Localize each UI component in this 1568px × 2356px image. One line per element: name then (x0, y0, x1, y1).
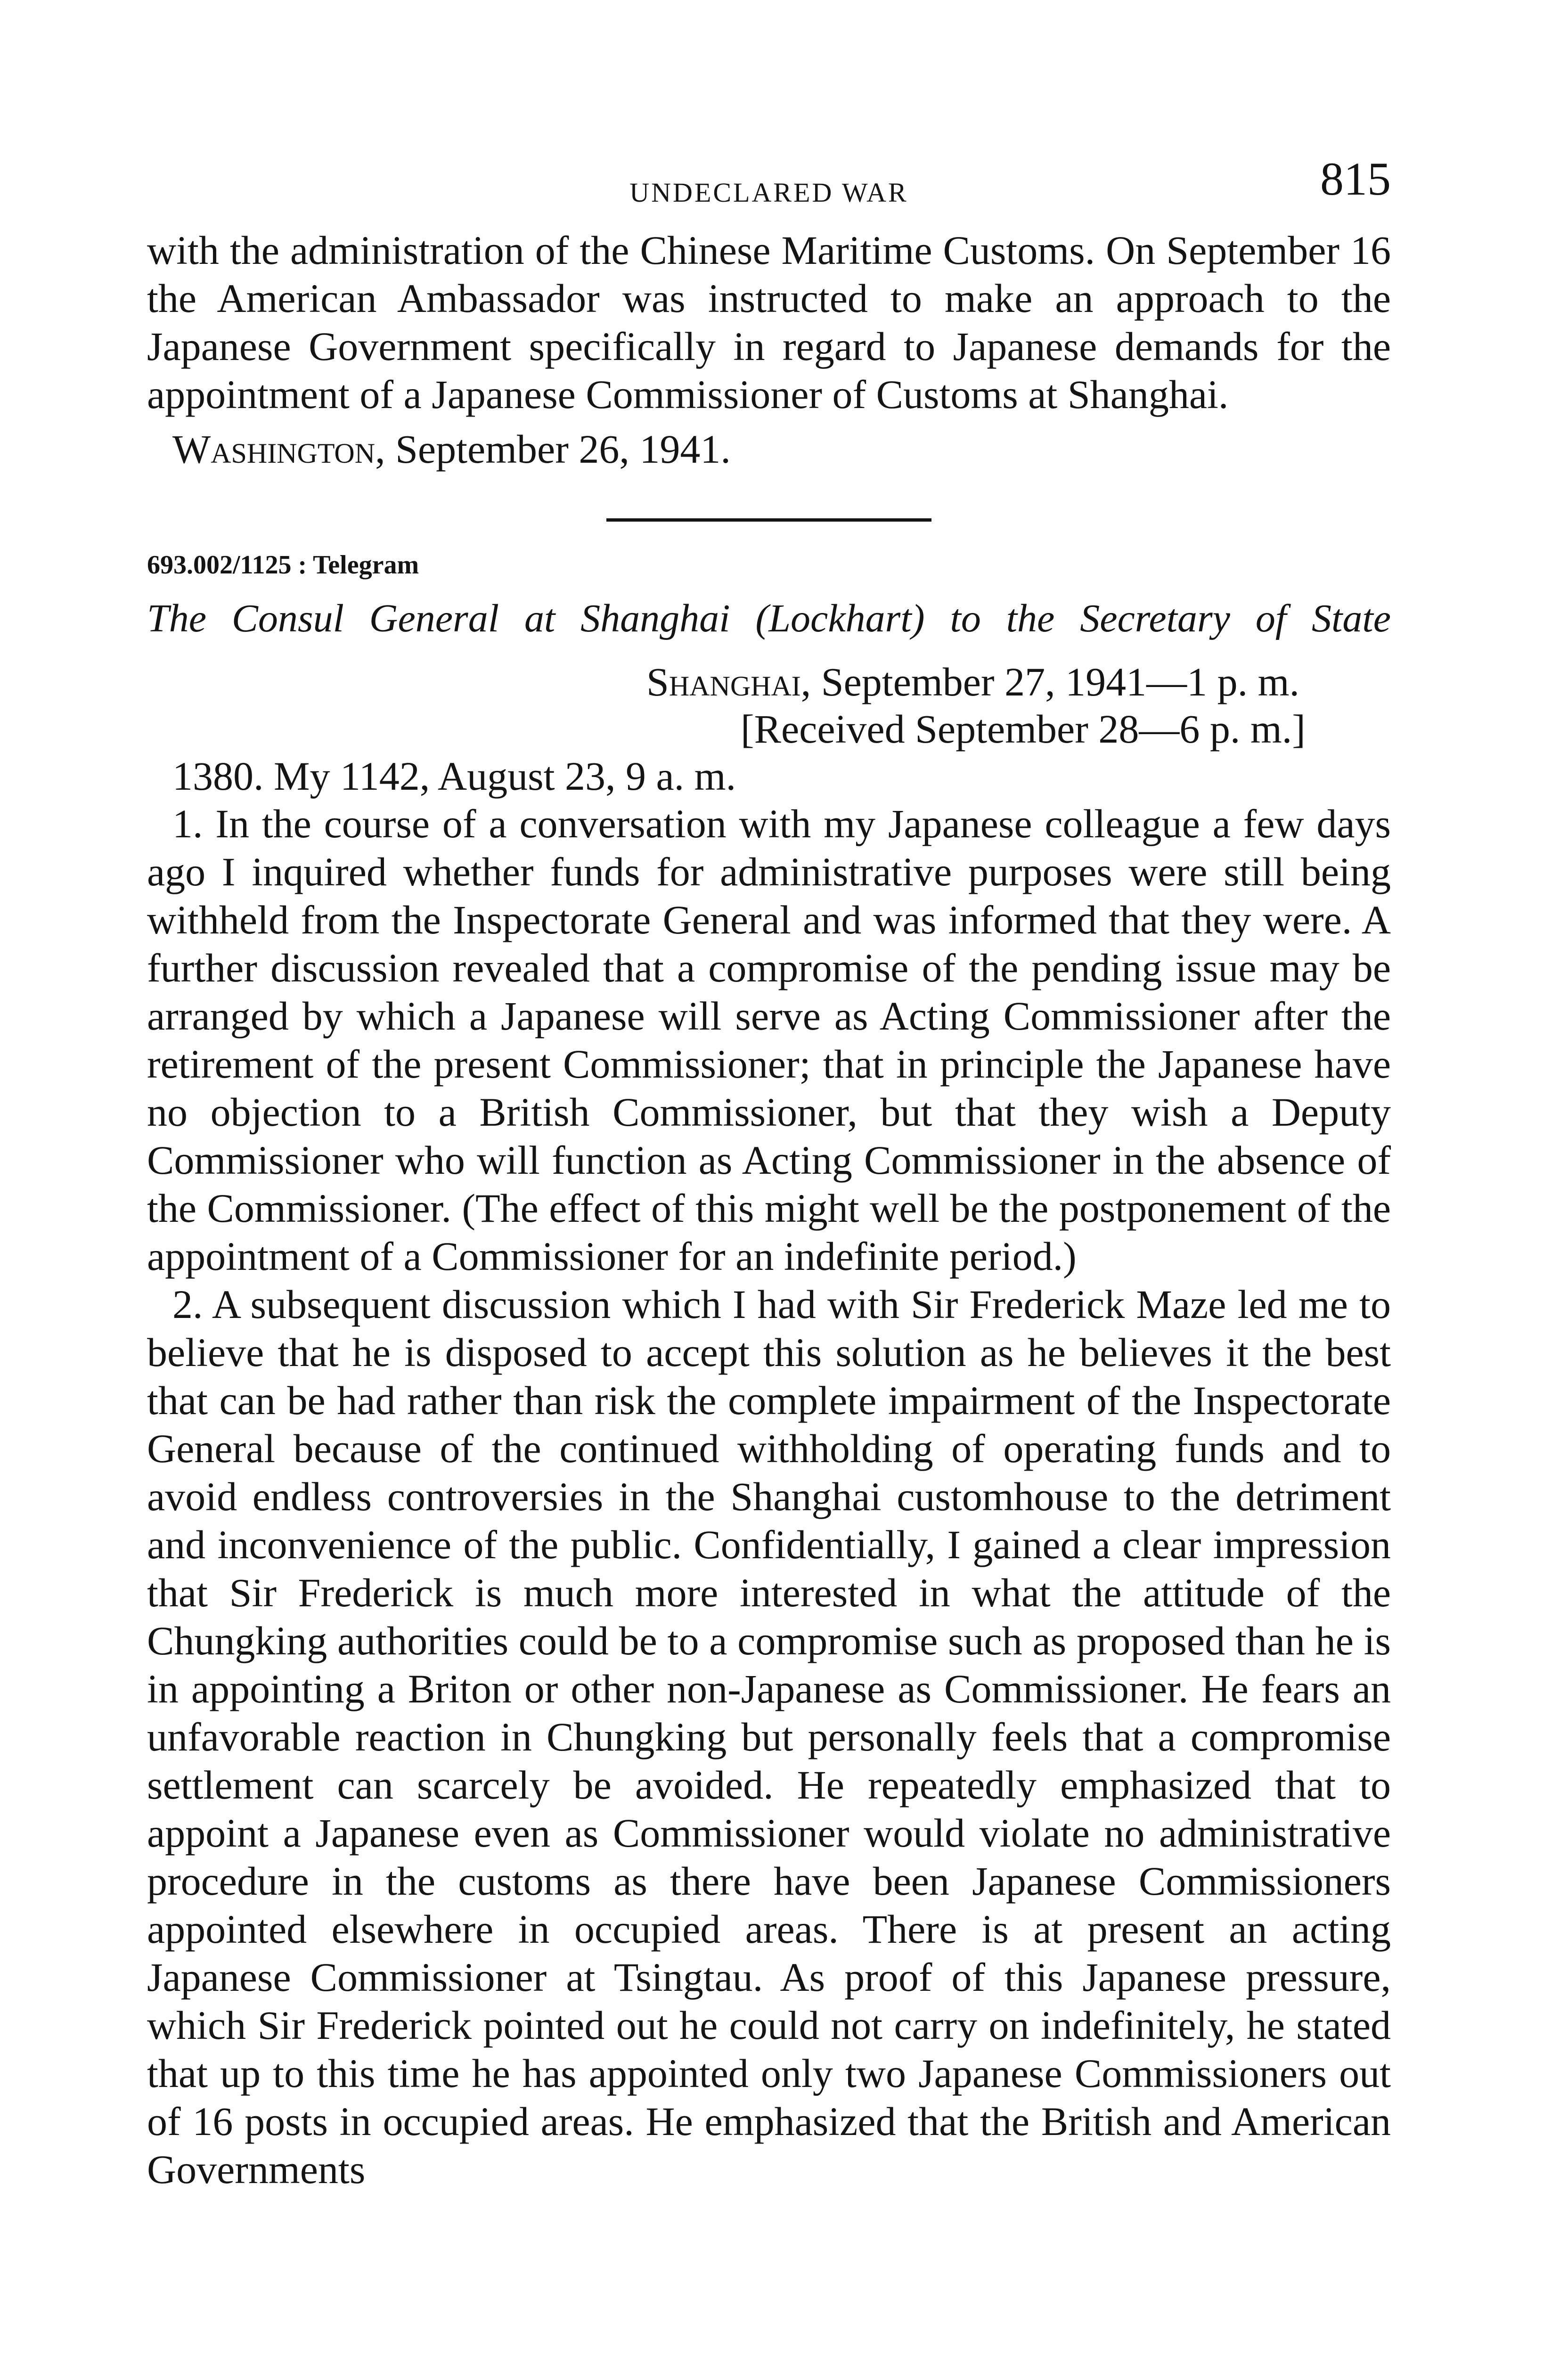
dateline-date: , September 26, 1941. (375, 426, 731, 472)
running-header (147, 155, 1391, 226)
document-page (147, 155, 1391, 2193)
continued-paragraph: with the administration of the Chinese Maritime Customs. On September 16 the American Ambassador was instructed to make an approach to the Japanese Government specifically in regard to Japanese demands for the appointment of a Japanese Commissioner of Customs at Shanghai. (147, 228, 1391, 417)
running-title: UNDECLARED WAR (629, 177, 908, 208)
dateline-place: Washington (172, 426, 376, 472)
sent-dateline (646, 658, 1391, 705)
body-paragraph-1: 1. In the course of a conversation with my Japanese colleague a few days ago I inquired whether funds for administrative purposes were still being withheld from the Inspectorate General and was informed that they were. A further discussion revealed that a compromise of the pending issue may be arranged by which a Japanese will serve as Acting Commissioner after the retirement of the present Commissioner; that in principle the Japanese have no objection to a British Commissioner, but that they wish a Deputy Commissioner who will function as Acting Commissioner in the absence of the Commissioner. (The effect of this might well be the postponement of the appointment of a Commissioner for an indefinite period.) (147, 801, 1391, 1279)
sent-date: , September 27, 1941—1 p. m. (800, 659, 1299, 704)
telegram-reference: 1380. My 1142, August 23, 9 a. m. (172, 753, 736, 799)
page-number: 815 (1320, 153, 1391, 205)
file-reference: 693.002/1125 : Telegram (147, 550, 419, 580)
dateline (172, 425, 1391, 473)
document-heading: The Consul General at Shanghai (Lockhart) to the Secretary of State (147, 597, 1391, 640)
received-dateline: [Received September 28—6 p. m.] (741, 706, 1306, 752)
section-divider (606, 518, 931, 522)
sent-place: Shanghai (646, 659, 801, 704)
body-paragraph-2: 2. A subsequent discussion which I had with Sir Frederick Maze led me to believe that he is disposed to accept this solution as he believes it the best that can be had rather than risk the complete impairment of the Inspectorate General because of the continued withholding of operating funds and to avoid endless controversies in the Shanghai customhouse to the detriment and inconvenience of the public. Confidentially, I gained a clear impression that Sir Frederick is much more interested in what the attitude of the Chungking authorities could be to a compromise such as proposed than he is in appointing a Briton or other non-Japanese as Commissioner. He fears an unfavorable reaction in Chungking but personally feels that a compromise settlement can scarcely be avoided. He repeatedly emphasized that to appoint a Japanese even as Commissioner would violate no administrative procedure in the customs as there have been Japanese Commissioners appointed elsewhere in occupied areas. There is at present an acting Japanese Commissioner at Tsingtau. As proof of this Japanese pressure, which Sir Frederick pointed out he could not carry on indefinitely, he stated that up to this time he has appointed only two Japanese Commissioners out of 16 posts in occupied areas. He emphasized that the British and American Governments (147, 1282, 1391, 2192)
